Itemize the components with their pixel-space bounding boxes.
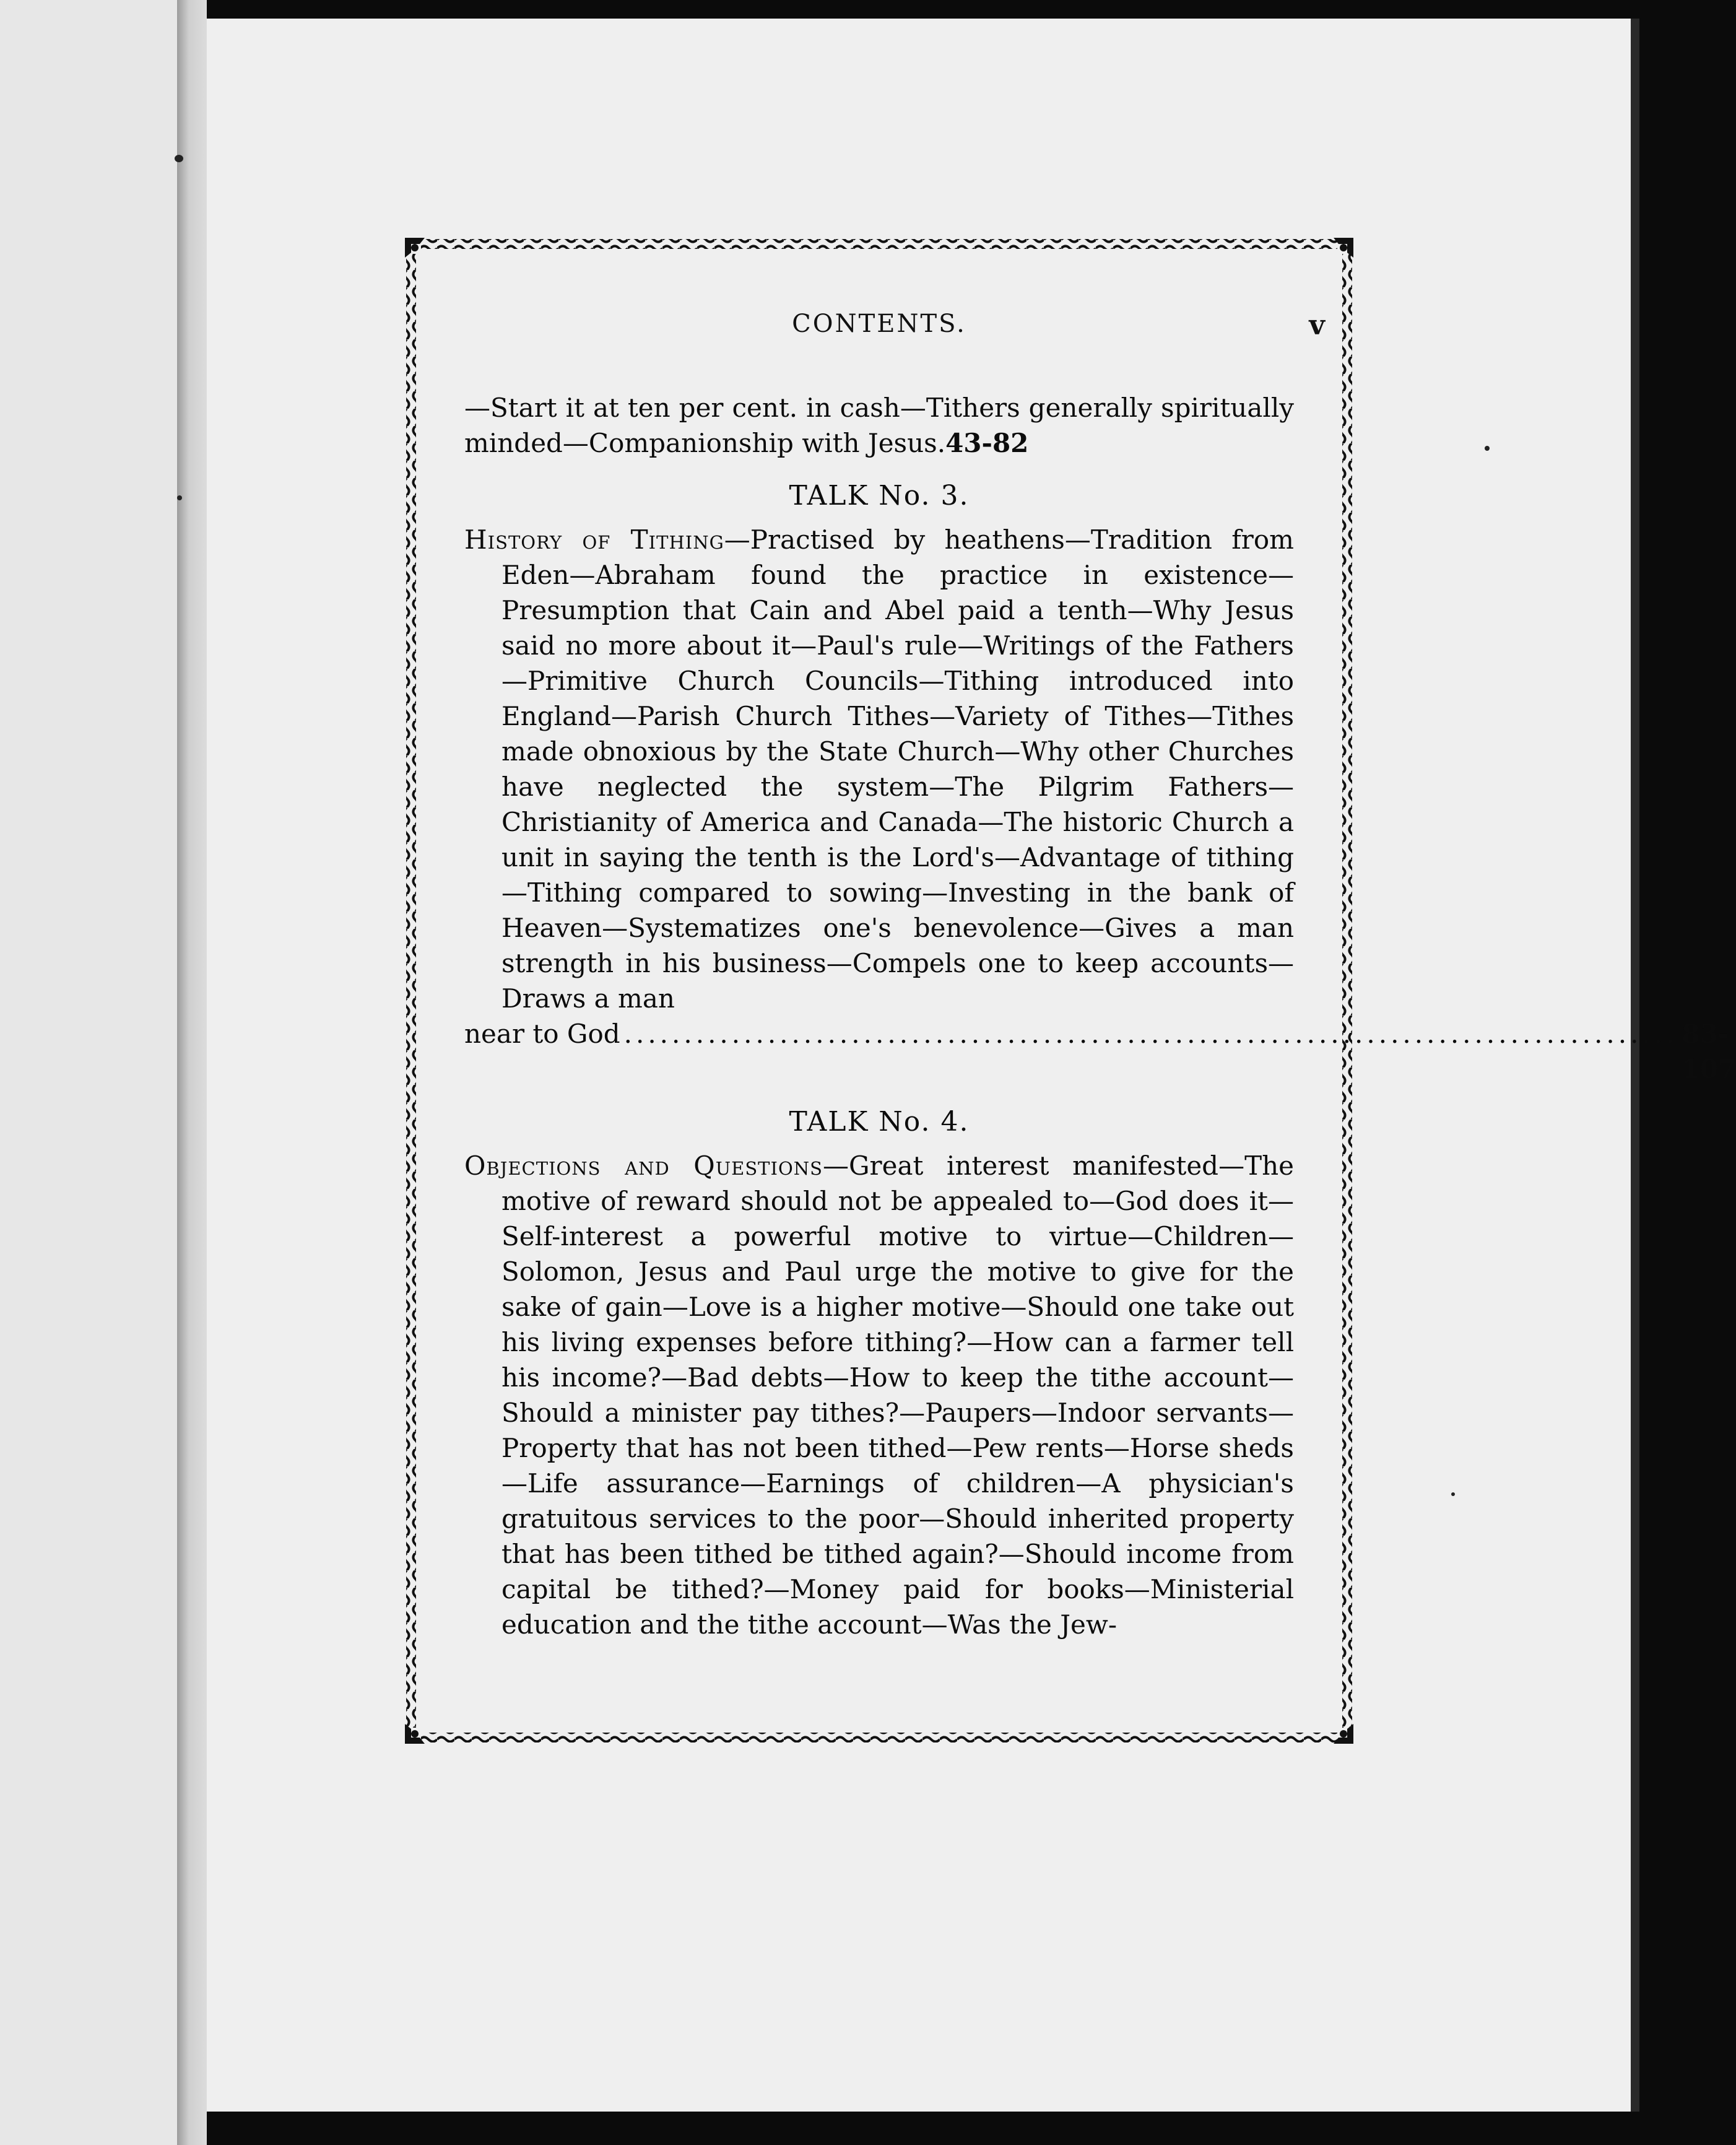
- talk-3-heading: TALK No. 3.: [789, 480, 970, 511]
- ornamental-border: [402, 235, 1736, 1746]
- continuation-text: —Start it at ten per cent. in cash—Tithers generally spiritually minded—Companionship with Jesus.: [464, 393, 1294, 458]
- continuation-pages: 43-82: [945, 428, 1029, 458]
- talk-3-summary: [464, 522, 1294, 1016]
- running-header: [402, 310, 1356, 347]
- talk-4-topic: Objections and Questions: [464, 1151, 823, 1181]
- talk-3-text: —Practised by heathens—Tradition from Eden—Abraham found the practice in existence—Presumption that Cain and Abel paid a tenth—Why Jesus said no more about it—Paul's rule—Writings of the Fathers—Primitive Church Councils—Tithing introduced into England—Parish Church Tithes—Variety of Tithes—Tithes made obnoxious by the State Church—Why other Churches have neglected the system—The Pilgrim Fathers—Christianity of America and Canada—The historic Church a unit in saying the tenth is the Lord's—Advantage of tithing—Tithing compared to sowing—Investing in the bank of Heaven—Systematizes one's benevolence—Gives a man strength in his business—Compels one to keep accounts—Draws a man: [501, 524, 1294, 1014]
- book-gutter: [177, 0, 207, 2145]
- ink-speck: [1485, 446, 1490, 451]
- running-title: CONTENTS.: [792, 310, 966, 338]
- talk-3-topic: History of Tithing: [464, 524, 724, 555]
- talk-3-pages: 83-107: [1682, 1019, 1736, 1084]
- dot-leader: ........................................................................................: [623, 1019, 1678, 1049]
- continuation-entry: [464, 390, 1294, 461]
- facing-page: [0, 0, 177, 2145]
- talk-4-heading: TALK No. 4.: [789, 1106, 970, 1138]
- contents-body: [464, 390, 1736, 1642]
- talk-3-last-line: [464, 1016, 1736, 1087]
- talk-4-text: —Great interest manifested—The motive of reward should not be appealed to—God does it—Self-interest a powerful motive to virtue—Children—Solomon, Jesus and Paul urge the motive to give for the sake of gain—Love is a higher motive—Should one take out his living expenses before tithing?—How can a farmer tell his income?—Bad debts—How to keep the tithe account—Should a minister pay tithes?—Paupers—Indoor servants—Property that has not been tithed—Pew rents—Horse sheds—Life assurance—Earnings of children—A physician's gratuitous services to the poor—Should inherited property that has been tithed be tithed again?—Should income from capital be tithed?—Money paid for books—Ministerial education and the tithe account—Was the Jew-: [501, 1151, 1294, 1640]
- ink-speck: [177, 495, 182, 500]
- talk-3-last-line-text: near to God: [464, 1019, 620, 1049]
- page-number: v: [1309, 310, 1325, 341]
- ink-speck: [1451, 1492, 1455, 1496]
- ink-speck: [175, 155, 183, 162]
- talk-4-summary: [464, 1148, 1294, 1642]
- talk-3-entry: [464, 522, 1736, 1087]
